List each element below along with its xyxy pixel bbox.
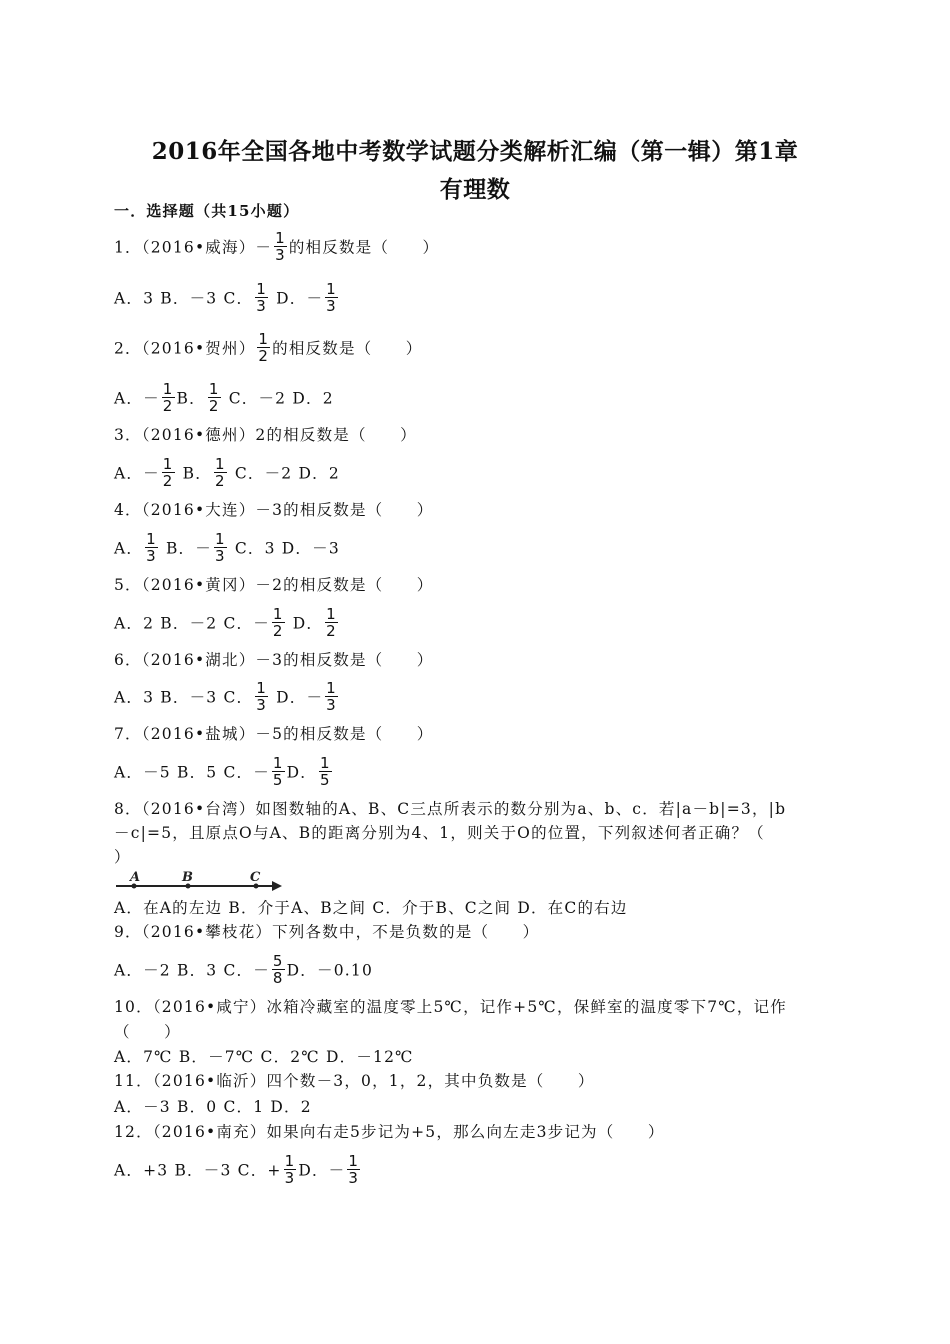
fraction: $\frac{1}{2}$ [162, 380, 174, 415]
question-9: 9．（2016•攀枝花）下列各数中，不是负数的是（ ） [114, 923, 540, 941]
fraction: $\frac{1}{3}$ [256, 280, 267, 315]
question-12-options: A．+3 B．－3 C．+ $\frac{1}{3}$ D．－ $\frac{1}{3}$ [114, 1152, 360, 1187]
question-10-line1: 10．（2016•咸宁）冰箱冷藏室的温度零上5℃，记作+5℃，保鲜室的温度零下7℃，记作 [114, 998, 787, 1016]
point-b-label: B [182, 870, 193, 885]
question-5: 5．（2016•黄冈）－2的相反数是（ ） [114, 576, 434, 594]
document-title-line1: 2016年全国各地中考数学试题分类解析汇编（第一辑）第1章 [151, 138, 799, 165]
fraction: $\frac{1}{2}$ [326, 605, 337, 640]
fraction: $\frac{1}{3}$ [275, 229, 286, 264]
number-line-figure [114, 868, 284, 892]
fraction: $\frac{1}{2}$ [162, 455, 174, 490]
question-10-line2: （ ） [114, 1023, 181, 1041]
question-4-options: A． $\frac{1}{3}$ B．－ $\frac{1}{3}$ C．3 D．－3 [114, 530, 340, 565]
question-8-line3: ） [114, 848, 131, 866]
question-5-options: A．2 B．－2 C．－ $\frac{1}{2}$ D． $\frac{1}{2}$ [114, 605, 337, 640]
point-a-label: A [130, 870, 141, 885]
question-8-line1: 8．（2016•台湾）如图数轴的A、B、C三点所表示的数分别为a、b、c．若|a－b|=3，|b [114, 800, 787, 818]
fraction: $\frac{1}{2}$ [214, 455, 226, 490]
question-1-options: A．3 B．－3 C． $\frac{1}{3}$ D．－ $\frac{1}{3}$ [114, 280, 337, 315]
question-8-options: A．在A的左边 B．介于A、B之间 C．介于B、C之间 D．在C的右边 [114, 899, 628, 917]
question-2-options: A．－ $\frac{1}{2}$ B． $\frac{1}{2}$ C．－2 D．2 [114, 380, 334, 415]
question-9-options: A．－2 B．3 C．－ $\frac{5}{8}$ D．－0.10 [114, 952, 374, 987]
question-1: 1．（2016•威海）－ $\frac{1}{3}$ 的相反数是（ ） [114, 229, 440, 264]
document-title-line2: 有理数 [439, 176, 511, 203]
fraction: $\frac{1}{2}$ [258, 330, 270, 365]
fraction: $\frac{5}{8}$ [272, 952, 284, 987]
fraction: $\frac{1}{3}$ [256, 679, 267, 714]
fraction: $\frac{1}{5}$ [272, 754, 284, 789]
section-heading: 一．选择题（共15小题） [114, 202, 300, 220]
question-11-options: A．－3 B．0 C．1 D．2 [114, 1098, 312, 1116]
question-11: 11．（2016•临沂）四个数－3，0，1，2，其中负数是（ ） [114, 1072, 595, 1090]
question-7-options: A．－5 B．5 C．－ $\frac{1}{5}$ D． $\frac{1}{5}$ [114, 754, 331, 789]
fraction: $\frac{1}{3}$ [348, 1152, 360, 1187]
fraction: $\frac{1}{3}$ [284, 1152, 296, 1187]
question-6: 6．（2016•湖北）－3的相反数是（ ） [114, 651, 434, 669]
fraction: $\frac{1}{3}$ [326, 679, 337, 714]
question-3-options: A．－ $\frac{1}{2}$ B． $\frac{1}{2}$ C．－2 D．2 [114, 455, 340, 490]
question-4: 4．（2016•大连）－3的相反数是（ ） [114, 501, 434, 519]
fraction: $\frac{1}{2}$ [208, 380, 220, 415]
fraction: $\frac{1}{3}$ [326, 280, 337, 315]
fraction: $\frac{1}{5}$ [320, 754, 331, 789]
question-6-options: A．3 B．－3 C． $\frac{1}{3}$ D．－ $\frac{1}{3}$ [114, 679, 337, 714]
fraction: $\frac{1}{3}$ [214, 530, 226, 565]
fraction: $\frac{1}{3}$ [146, 530, 157, 565]
question-7: 7．（2016•盐城）－5的相反数是（ ） [114, 725, 434, 743]
question-2: 2．（2016•贺州） $\frac{1}{2}$ 的相反数是（ ） [114, 330, 423, 365]
fraction: $\frac{1}{2}$ [272, 605, 284, 640]
question-10-options: A．7℃ B．－7℃ C．2℃ D．－12℃ [114, 1048, 414, 1066]
question-8-line2: －c|=5，且原点O与A、B的距离分别为4、1，则关于O的位置，下列叙述何者正确？（ [114, 824, 765, 842]
question-12: 12．（2016•南充）如果向右走5步记为+5，那么向左走3步记为（ ） [114, 1123, 665, 1141]
question-3: 3．（2016•德州）2的相反数是（ ） [114, 426, 417, 444]
number-line-arrow [272, 881, 282, 891]
point-c-label: C [250, 870, 261, 885]
